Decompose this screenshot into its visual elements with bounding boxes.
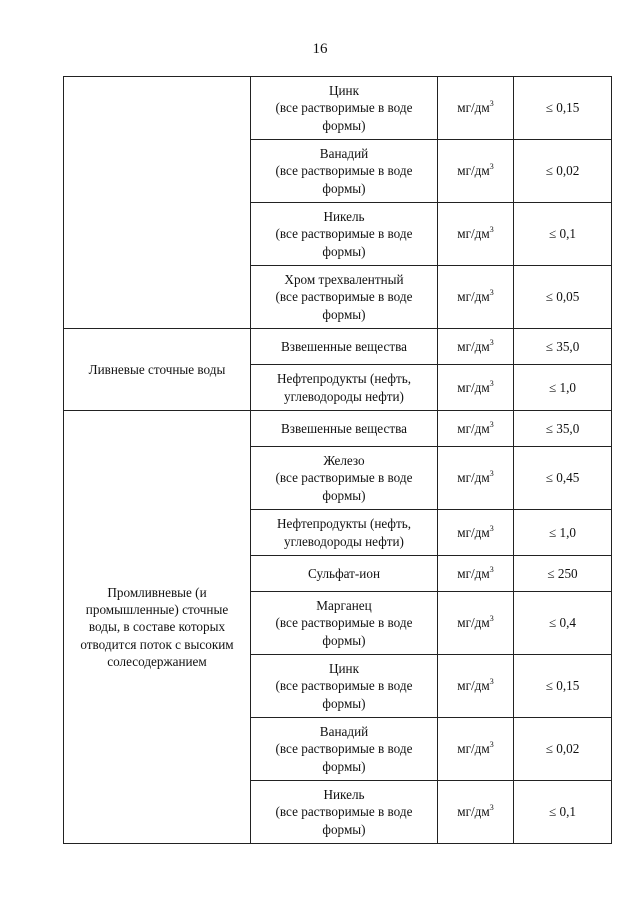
substance-name: Марганец	[316, 598, 372, 614]
table-row	[64, 411, 612, 447]
substance-cell	[251, 592, 438, 655]
unit-power: 3	[489, 677, 494, 687]
substance-name: Нефтепродукты (нефть, углеводороды нефти)	[276, 516, 412, 549]
page-number: 16	[312, 41, 328, 57]
limit-value-cell: ≤ 35,0	[514, 411, 612, 447]
unit-text: мг/дм	[457, 289, 490, 305]
substance-note: (все растворимые в воде формы)	[275, 163, 413, 196]
unit-cell	[438, 781, 514, 844]
unit-cell	[438, 510, 514, 556]
substance-note: (все растворимые в воде формы)	[275, 741, 413, 774]
unit-text: мг/дм	[457, 226, 490, 242]
unit-cell	[438, 592, 514, 655]
substance-cell	[251, 781, 438, 844]
unit-text: мг/дм	[457, 420, 490, 436]
substance-cell	[251, 140, 438, 203]
water-type-cell: Промливневые (и промышленные) сточные воды, в составе которых отводится поток с высоким солесодержанием	[64, 411, 251, 844]
substance-cell	[251, 365, 438, 411]
table-row	[64, 329, 612, 365]
table-body	[64, 77, 612, 844]
limit-value-cell: ≤ 0,4	[514, 592, 612, 655]
unit-text: мг/дм	[457, 565, 490, 581]
substance-note: (все растворимые в воде формы)	[275, 100, 413, 133]
unit-cell	[438, 203, 514, 266]
substance-cell	[251, 411, 438, 447]
unit-cell	[438, 266, 514, 329]
substance-cell	[251, 329, 438, 365]
substance-name: Никель	[323, 787, 365, 803]
limit-value-cell: ≤ 1,0	[514, 365, 612, 411]
substance-name: Хром трехвалентный	[284, 272, 404, 288]
limit-value-cell: ≤ 0,1	[514, 781, 612, 844]
substance-name: Ванадий	[319, 146, 369, 162]
limit-value-cell: ≤ 1,0	[514, 510, 612, 556]
unit-cell	[438, 140, 514, 203]
unit-text: мг/дм	[457, 379, 490, 395]
substance-note: (все растворимые в воде формы)	[275, 226, 413, 259]
limit-value-cell: ≤ 0,02	[514, 140, 612, 203]
substance-cell	[251, 510, 438, 556]
unit-power: 3	[489, 803, 494, 813]
unit-power: 3	[489, 614, 494, 624]
substance-name: Ванадий	[319, 724, 369, 740]
unit-text: мг/дм	[457, 615, 490, 631]
unit-text: мг/дм	[457, 470, 490, 486]
unit-power: 3	[489, 469, 494, 479]
substance-cell	[251, 203, 438, 266]
unit-power: 3	[489, 740, 494, 750]
limit-value-cell: ≤ 0,1	[514, 203, 612, 266]
unit-cell	[438, 655, 514, 718]
unit-text: мг/дм	[457, 741, 490, 757]
substance-name: Железо	[323, 453, 365, 469]
unit-power: 3	[489, 378, 494, 388]
unit-text: мг/дм	[457, 100, 490, 116]
limit-value-cell: ≤ 0,15	[514, 77, 612, 140]
substance-cell	[251, 447, 438, 510]
unit-power: 3	[489, 162, 494, 172]
substance-cell	[251, 266, 438, 329]
substance-cell	[251, 718, 438, 781]
unit-text: мг/дм	[457, 804, 490, 820]
limit-value-cell: ≤ 0,02	[514, 718, 612, 781]
unit-cell	[438, 447, 514, 510]
unit-text: мг/дм	[457, 338, 490, 354]
substance-note: (все растворимые в воде формы)	[275, 804, 413, 837]
substance-name: Взвешенные вещества	[280, 420, 407, 436]
unit-power: 3	[489, 523, 494, 533]
unit-power: 3	[489, 419, 494, 429]
limit-value-cell: ≤ 250	[514, 556, 612, 592]
unit-power: 3	[489, 337, 494, 347]
substance-note: (все растворимые в воде формы)	[275, 678, 413, 711]
unit-power: 3	[489, 288, 494, 298]
unit-cell	[438, 411, 514, 447]
substance-note: (все растворимые в воде формы)	[275, 615, 413, 648]
discharge-norms-table	[63, 76, 612, 844]
water-type-cell	[64, 77, 251, 329]
limit-value-cell: ≤ 0,05	[514, 266, 612, 329]
substance-name: Сульфат-ион	[308, 565, 380, 581]
unit-cell	[438, 718, 514, 781]
water-type-cell: Ливневые сточные воды	[64, 329, 251, 411]
limit-value-cell: ≤ 35,0	[514, 329, 612, 365]
unit-power: 3	[489, 564, 494, 574]
unit-cell	[438, 365, 514, 411]
unit-cell	[438, 556, 514, 592]
table-row	[64, 77, 612, 140]
substance-name: Никель	[323, 209, 365, 225]
substance-name: Нефтепродукты (нефть, углеводороды нефти)	[276, 371, 412, 404]
limit-value-cell: ≤ 0,15	[514, 655, 612, 718]
unit-text: мг/дм	[457, 163, 490, 179]
substance-name: Цинк	[328, 83, 360, 99]
unit-cell	[438, 329, 514, 365]
substance-note: (все растворимые в воде формы)	[275, 470, 413, 503]
substance-name: Цинк	[328, 661, 360, 677]
substance-cell	[251, 655, 438, 718]
unit-text: мг/дм	[457, 524, 490, 540]
unit-power: 3	[489, 225, 494, 235]
limit-value-cell: ≤ 0,45	[514, 447, 612, 510]
unit-power: 3	[489, 99, 494, 109]
substance-note: (все растворимые в воде формы)	[275, 289, 413, 322]
substance-cell	[251, 77, 438, 140]
unit-cell	[438, 77, 514, 140]
substance-cell	[251, 556, 438, 592]
substance-name: Взвешенные вещества	[280, 338, 407, 354]
unit-text: мг/дм	[457, 678, 490, 694]
